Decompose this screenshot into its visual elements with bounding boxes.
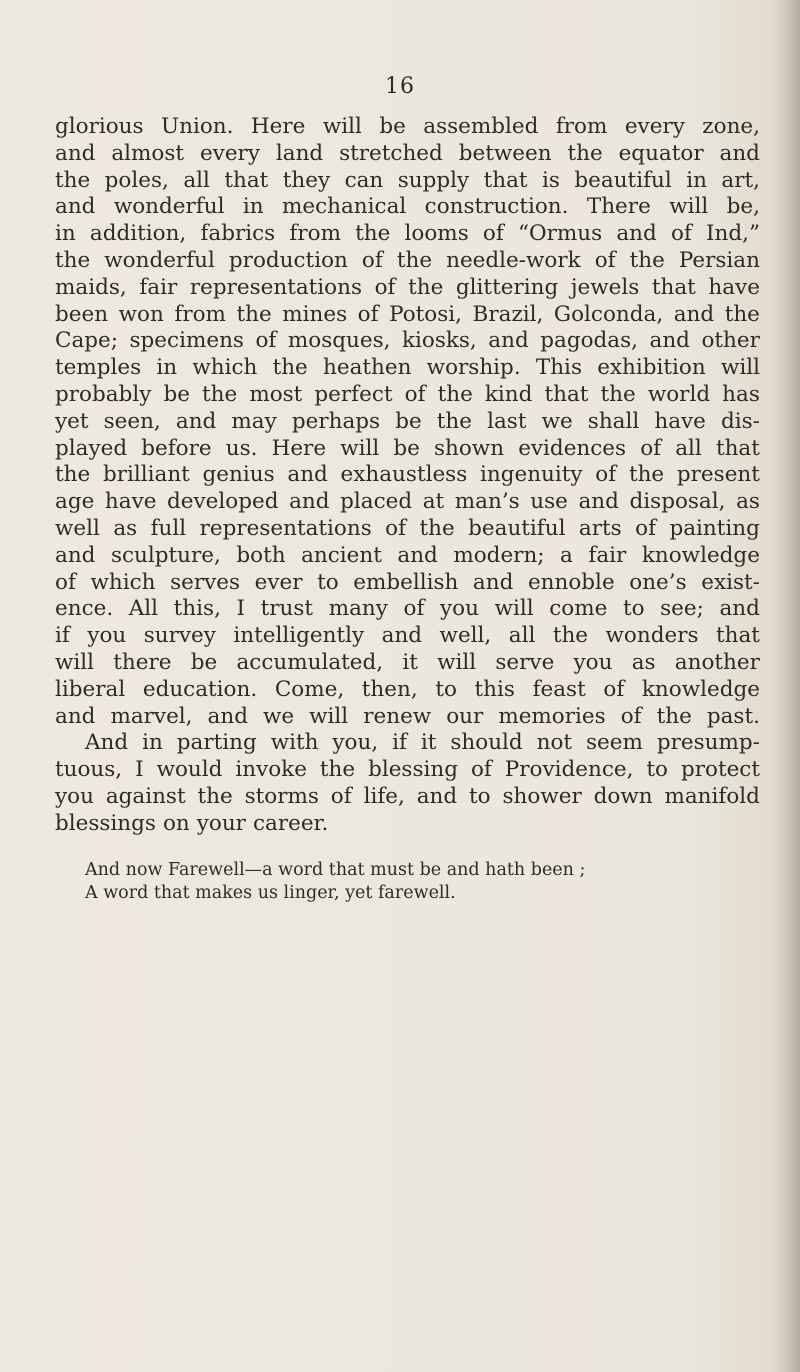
page-number: 16 <box>385 74 415 99</box>
text-line: temples in which the heathen worship. This exhibition will <box>55 355 760 381</box>
text-line: and almost every land stretched between the equator and <box>55 140 760 166</box>
text-line: and marvel, and we will renew our memories of the past. <box>55 703 760 729</box>
text-line: the wonderful production of the needle-work of the Persian <box>55 247 760 273</box>
text-line: age have developed and placed at man’s use and disposal, as <box>55 489 760 515</box>
verse-line: And now Farewell—a word that must be and hath been ; <box>85 860 586 880</box>
text-line: liberal education. Come, then, to this feast of knowledge <box>55 676 760 702</box>
text-line: you against the storms of life, and to shower down manifold <box>55 783 760 809</box>
verse-line: A word that makes us linger, yet farewell. <box>85 883 456 903</box>
text-line: if you survey intelligently and well, all the wonders that <box>55 623 760 649</box>
text-line: well as full representations of the beautiful arts of painting <box>55 515 760 541</box>
text-line: will there be accumulated, it will serve you as another <box>55 649 760 675</box>
text-line: blessings on your career. <box>55 810 329 836</box>
text-line: and wonderful in mechanical construction. There will be, <box>55 194 760 220</box>
text-line: yet seen, and may perhaps be the last we shall have dis- <box>55 408 760 434</box>
text-line: ence. All this, I trust many of you will come to see; and <box>55 596 760 622</box>
text-line: Cape; specimens of mosques, kiosks, and pagodas, and other <box>55 328 760 354</box>
verse-quotation <box>85 859 765 905</box>
text-line: maids, fair representations of the glittering jewels that have <box>55 274 760 300</box>
text-line: in addition, fabrics from the looms of “Ormus and of Ind,” <box>55 221 760 247</box>
text-line: the brilliant genius and exhaustless ingenuity of the present <box>55 462 760 488</box>
page-edge-shadow <box>774 0 800 1372</box>
text-line: tuous, I would invoke the blessing of Providence, to protect <box>55 757 760 783</box>
text-line: and sculpture, both ancient and modern; a fair knowledge <box>55 542 760 568</box>
text-line: been won from the mines of Potosi, Brazil, Golconda, and the <box>55 301 760 327</box>
text-line: glorious Union. Here will be assembled from every zone, <box>55 114 760 139</box>
body-text <box>55 114 760 838</box>
text-line: the poles, all that they can supply that is beautiful in art, <box>55 167 760 193</box>
text-line: played before us. Here will be shown evidences of all that <box>55 435 760 461</box>
text-line: of which serves ever to embellish and ennoble one’s exist- <box>55 569 760 595</box>
text-line: And in parting with you, if it should not seem presump- <box>85 730 760 756</box>
text-line: probably be the most perfect of the kind that the world has <box>55 381 760 407</box>
